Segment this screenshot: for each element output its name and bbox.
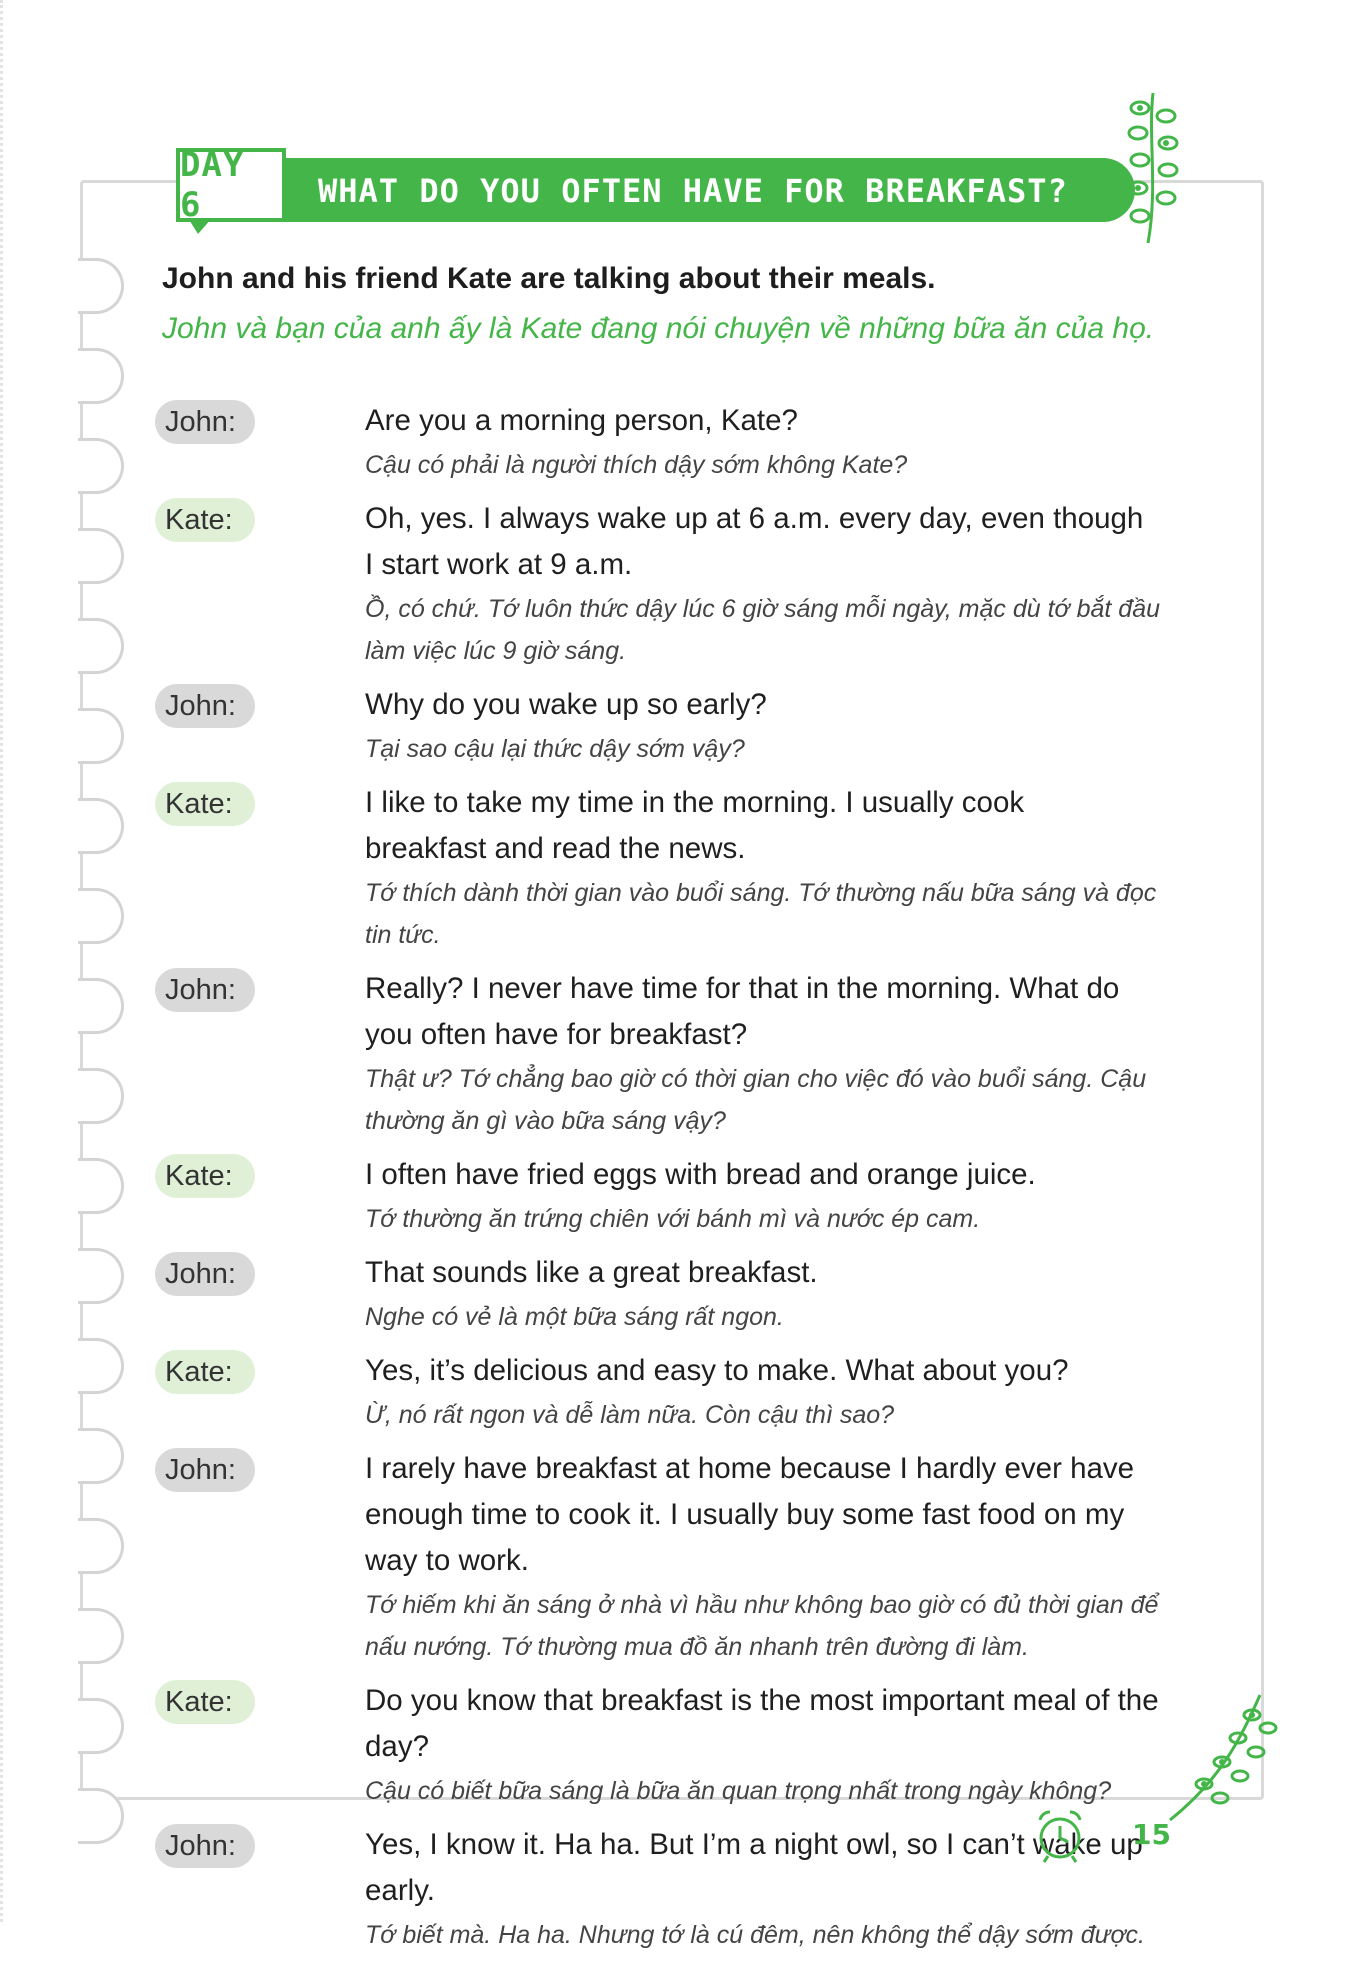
- turn-lines: [365, 1822, 1215, 1956]
- vietnamese-translation-line: Ồ, có chứ. Tớ luôn thức dậy lúc 6 giờ sáng mỗi ngày, mặc dù tớ bắt đầu: [365, 595, 1161, 623]
- dialogue-turn: [155, 398, 1215, 486]
- english-line: Yes, it’s delicious and easy to make. What about you?: [365, 1354, 1069, 1387]
- page-number: 15: [1132, 1818, 1171, 1851]
- dialogue-turn: [155, 780, 1215, 956]
- leaf-branch-icon: [1160, 1690, 1280, 1830]
- vietnamese-translation-line: Cậu có phải là người thích dậy sớm không Kate?: [365, 451, 908, 479]
- intro-vietnamese: John và bạn của anh ấy là Kate đang nói chuyện về những bữa ăn của họ.: [162, 312, 1155, 345]
- speaker-label: John:: [155, 968, 255, 1012]
- speaker-label: John:: [155, 400, 255, 444]
- dialogue-turn: [155, 1678, 1215, 1812]
- english-line: Really? I never have time for that in the morning. What do: [365, 972, 1120, 1005]
- vietnamese-translation-line: Tớ hiếm khi ăn sáng ở nhà vì hầu như không bao giờ có đủ thời gian để: [365, 1591, 1159, 1619]
- speaker-label: Kate:: [155, 498, 255, 542]
- turn-lines: [365, 780, 1215, 956]
- intro-english: John and his friend Kate are talking about their meals.: [162, 262, 936, 295]
- english-line: you often have for breakfast?: [365, 1018, 748, 1051]
- vietnamese-translation-line: làm việc lúc 9 giờ sáng.: [365, 637, 627, 665]
- dialogue-turn: [155, 1152, 1215, 1240]
- speaker-label: Kate:: [155, 1154, 255, 1198]
- english-line: I rarely have breakfast at home because I hardly ever have: [365, 1452, 1135, 1485]
- dialogue: [155, 398, 1215, 1966]
- turn-lines: [365, 682, 1215, 770]
- vietnamese-translation-line: nấu nướng. Tớ thường mua đồ ăn nhanh trên đường đi làm.: [365, 1633, 1029, 1661]
- english-line: way to work.: [365, 1544, 529, 1577]
- vietnamese-translation-line: Tớ thường ăn trứng chiên với bánh mì và nước ép cam.: [365, 1205, 981, 1233]
- english-line: Why do you wake up so early?: [365, 688, 767, 721]
- speaker-label: Kate:: [155, 782, 255, 826]
- turn-lines: [365, 1446, 1215, 1668]
- vietnamese-translation-line: thường ăn gì vào bữa sáng vậy?: [365, 1107, 726, 1135]
- turn-lines: [365, 966, 1215, 1142]
- english-line: I start work at 9 a.m.: [365, 548, 633, 581]
- dialogue-turn: [155, 1348, 1215, 1436]
- turn-lines: [365, 1348, 1215, 1436]
- vietnamese-translation-line: Tớ thích dành thời gian vào buổi sáng. Tớ thường nấu bữa sáng và đọc: [365, 879, 1157, 907]
- lesson-title: WHAT DO YOU OFTEN HAVE FOR BREAKFAST?: [318, 172, 1068, 210]
- alarm-clock-icon: [1034, 1808, 1086, 1864]
- english-line: I often have fried eggs with bread and orange juice.: [365, 1158, 1036, 1191]
- vietnamese-translation-line: Nghe có vẻ là một bữa sáng rất ngon.: [365, 1303, 784, 1331]
- dialogue-turn: [155, 1250, 1215, 1338]
- english-line: Oh, yes. I always wake up at 6 a.m. every day, even though: [365, 502, 1144, 535]
- turn-lines: [365, 1152, 1215, 1240]
- english-line: Are you a morning person, Kate?: [365, 404, 798, 437]
- day-label: DAY 6: [180, 145, 245, 225]
- dialogue-turn: [155, 966, 1215, 1142]
- vietnamese-translation-line: Thật ư? Tớ chẳng bao giờ có thời gian cho việc đó vào buổi sáng. Cậu: [365, 1065, 1147, 1093]
- leaf-branch-icon: [1118, 88, 1188, 248]
- turn-lines: [365, 1250, 1215, 1338]
- vietnamese-translation-line: Cậu có biết bữa sáng là bữa ăn quan trọng nhất trong ngày không?: [365, 1777, 1112, 1805]
- dialogue-turn: [155, 496, 1215, 672]
- page-edge-dots: [0, 0, 9, 1922]
- english-line: enough time to cook it. I usually buy some fast food on my: [365, 1498, 1125, 1531]
- turn-lines: [365, 1678, 1215, 1812]
- vietnamese-translation-line: tin tức.: [365, 921, 441, 949]
- speaker-label: Kate:: [155, 1680, 255, 1724]
- speaker-label: John:: [155, 1824, 255, 1868]
- turn-lines: [365, 398, 1215, 486]
- dialogue-turn: [155, 1446, 1215, 1668]
- speaker-label: John:: [155, 1252, 255, 1296]
- english-line: Yes, I know it. Ha ha. But I’m a night owl, so I can’t wake up early.: [365, 1828, 1143, 1907]
- vietnamese-translation-line: Tại sao cậu lại thức dậy sớm vậy?: [365, 735, 745, 763]
- dialogue-turn: [155, 682, 1215, 770]
- day-badge: [176, 145, 286, 225]
- vietnamese-translation-line: Ừ, nó rất ngon và dễ làm nữa. Còn cậu thì sao?: [365, 1401, 895, 1429]
- english-line: Do you know that breakfast is the most important meal of the day?: [365, 1684, 1159, 1763]
- english-line: I like to take my time in the morning. I usually cook: [365, 786, 1025, 819]
- english-line: That sounds like a great breakfast.: [365, 1256, 818, 1289]
- speaker-label: Kate:: [155, 1350, 255, 1394]
- speaker-label: John:: [155, 1448, 255, 1492]
- speaker-label: John:: [155, 684, 255, 728]
- english-line: breakfast and read the news.: [365, 832, 746, 865]
- turn-lines: [365, 496, 1215, 672]
- vietnamese-translation-line: Tớ biết mà. Ha ha. Nhưng tớ là cú đêm, nên không thể dậy sớm được.: [365, 1921, 1146, 1949]
